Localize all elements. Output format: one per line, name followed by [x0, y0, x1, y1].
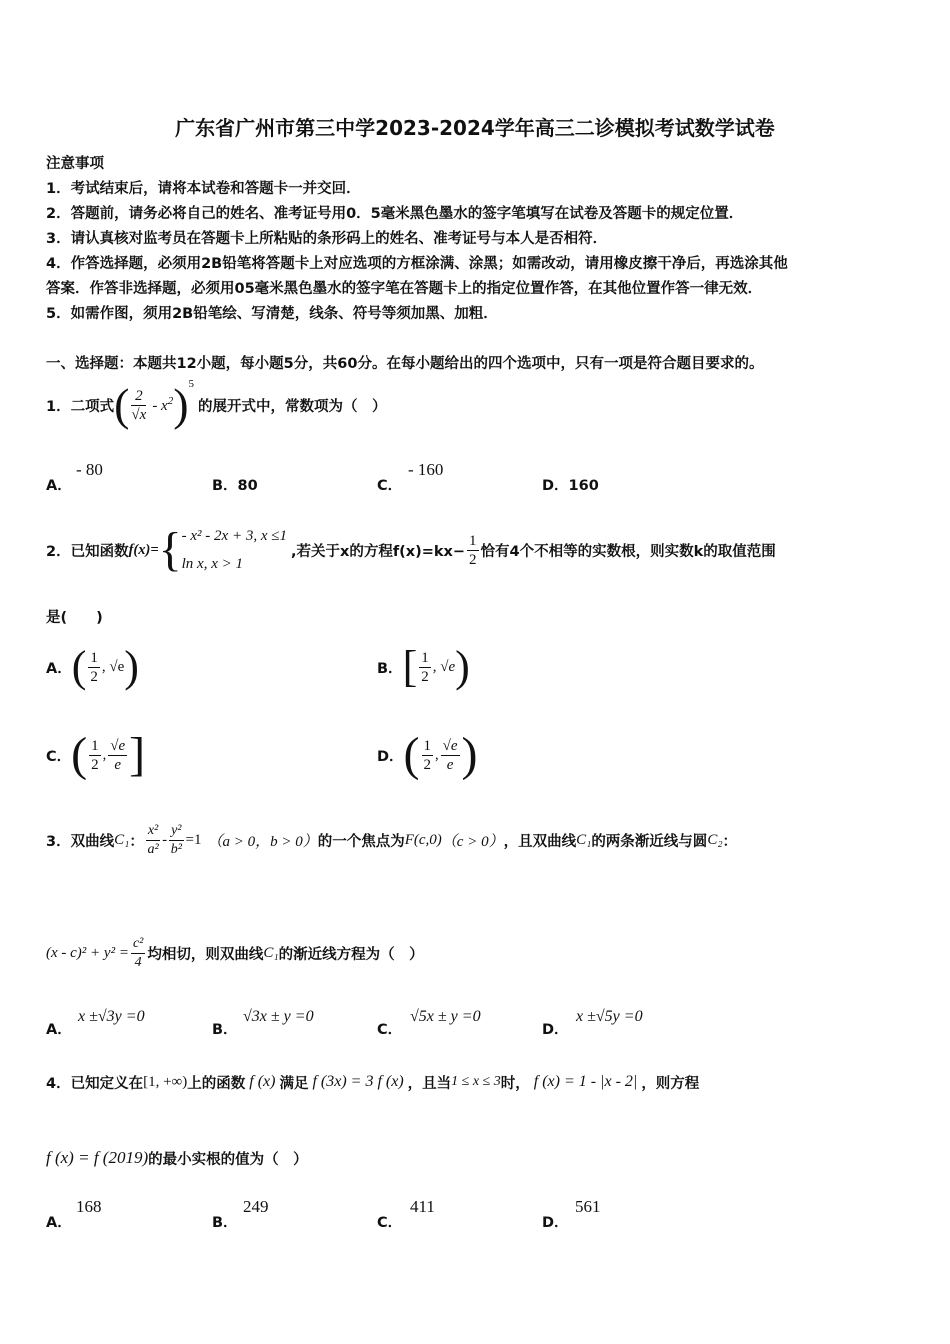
q2-half: $\frac{1}{2}$ [469, 532, 477, 568]
notice-item: 5．如需作图，须用2B铅笔绘、写清楚，线条、符号等须加黑、加粗． [46, 306, 498, 322]
q1-right-paren: ) [173, 379, 189, 430]
q4-option-d[interactable]: D． [542, 1215, 569, 1231]
q3-option-b-value: √3x ± y =0 [243, 1008, 314, 1025]
q1-prefix: 1．二项式 [46, 398, 115, 415]
q3-option-c-value: √5x ± y =0 [410, 1008, 481, 1025]
q3-option-d[interactable]: D． [542, 1022, 569, 1038]
q4-range: 1 ≤ x ≤ 3 [451, 1074, 501, 1089]
q4-fx: f (x) [249, 1073, 276, 1090]
q2-cases: - x² - 2x + 3, x ≤1 ln x, x > 1 [181, 528, 287, 572]
question-3: 3．双曲线 C₁ ： $\frac{\text{x²}}{\text{a²}}$ - $\frac{\text{y²}}{\text{b²}}$ =1 （a > 0，b > 0） 的一个焦点为 F(c,0) （c > 0） ，且双曲线 C₁ 的两条渐近线与圆 C₂ ： [46, 822, 738, 857]
q3-c2: C₂ [707, 831, 723, 848]
question-1 [46, 380, 387, 430]
notice-item: 4．作答选择题，必须用2B铅笔将答题卡上对应选项的方框涂满、涂黑；如需改动，请用橡皮擦干净后，再选涂其他 [46, 256, 788, 272]
q2-mid: ,若关于x的方程f(x)=kx− [290, 543, 466, 560]
q4-domain: [1, +∞) [143, 1073, 188, 1090]
q2-brace: { [158, 523, 182, 576]
q3-cond: （a > 0，b > 0） [207, 833, 318, 850]
q4-option-a-value: 168 [76, 1197, 102, 1216]
q3-circle-frac: $\frac{\text{c²}}{4}$ [132, 935, 144, 970]
q3-circle-eq: (x - c)² + y² = [46, 944, 129, 961]
notice-item: 2．答题前，请务必将自己的姓名、准考证号用0．5毫米黑色墨水的签字笔填写在试卷及答题卡的规定位置． [46, 206, 744, 222]
notice-heading: 注意事项 [46, 156, 104, 172]
q2-fx: f(x)= [128, 541, 159, 558]
q3-line-2: (x - c)² + y² = $\frac{\text{c²}}{4}$ 均相切，则双曲线 C₁ 的渐近线方程为（ ） [46, 935, 424, 970]
q3-focus: F(c,0) [404, 831, 442, 848]
q1-option-a[interactable]: A． [46, 478, 72, 494]
q2-option-d[interactable]: D． ( $\frac{1}{2}$ , $\frac{√e}{e}$ ) [377, 728, 478, 781]
q3-frac-y: $\frac{\text{y²}}{\text{b²}}$ [170, 822, 182, 857]
q1-minus-x: - $x^2$ [152, 395, 174, 414]
q3-option-b[interactable]: B． [212, 1022, 238, 1038]
q3-option-c[interactable]: C． [377, 1022, 403, 1038]
q3-option-a-value: x ±√3y =0 [78, 1008, 145, 1025]
q2-option-a[interactable]: A． ( $\frac{1}{2}$ , √e ) [46, 642, 139, 691]
question-4: 4．已知定义在 [1, +∞) 上的函数 f (x) 满足 f (3x) = 3 f (x) ，且当 1 ≤ x ≤ 3 时， f (x) = 1 - |x - 2| ，则方程 [46, 1073, 700, 1092]
q2-continuation: 是( ) [46, 610, 103, 626]
question-2 [46, 520, 776, 580]
q1-option-b[interactable]: B．80 [212, 478, 258, 494]
notice-item: 1．考试结束后，请将本试卷和答题卡一并交回． [46, 181, 361, 197]
q3-option-a[interactable]: A． [46, 1022, 72, 1038]
notice-item: 答案．作答非选择题，必须用05毫米黑色墨水的签字笔在答题卡上的指定位置作答，在其他位置作答一律无效． [46, 281, 763, 297]
q3-c1: C₁ [114, 831, 130, 848]
q3-option-d-value: x ±√5y =0 [576, 1008, 643, 1025]
q4-option-d-value: 561 [575, 1197, 601, 1216]
q4-option-a[interactable]: A． [46, 1215, 72, 1231]
q1-option-c-value: - 160 [408, 460, 444, 479]
page-title: 广东省广州市第三中学2023-2024学年高三二诊模拟考试数学试卷 [175, 116, 775, 140]
q3-frac-x: $\frac{\text{x²}}{\text{a²}}$ [147, 822, 159, 857]
q1-suffix: 的展开式中，常数项为（ ） [198, 398, 387, 415]
q4-relation: f (3x) = 3 f (x) [312, 1073, 404, 1090]
q4-option-b[interactable]: B． [212, 1215, 238, 1231]
q4-option-c[interactable]: C． [377, 1215, 403, 1231]
q2-suffix: 恰有4个不相等的实数根，则实数k的取值范围 [480, 543, 776, 560]
q4-option-b-value: 249 [243, 1197, 269, 1216]
q1-option-d[interactable]: D．160 [542, 478, 599, 494]
q1-option-c[interactable]: C． [377, 478, 403, 494]
q1-left-paren: ( [114, 379, 130, 430]
q1-exponent: 5 [188, 378, 195, 390]
q2-option-b[interactable]: B． [ $\frac{1}{2}$ , √e ) [377, 642, 470, 691]
q1-fraction: $\frac{2}{√x}$ [131, 387, 147, 423]
q3-prefix: 3．双曲线 [46, 833, 115, 850]
q2-prefix: 2．已知函数 [46, 543, 129, 560]
q4-equation: f (x) = f (2019) [46, 1148, 149, 1167]
q4-option-c-value: 411 [410, 1197, 435, 1216]
section-heading: 一、选择题：本题共12小题，每小题5分，共60分。在每小题给出的四个选项中，只有一项是符合题目要求的。 [46, 356, 764, 372]
notice-item: 3．请认真核对监考员在答题卡上所粘贴的条形码上的姓名、准考证号与本人是否相符． [46, 231, 608, 247]
q4-line-2: f (x) = f (2019) 的最小实根的值为（ ） [46, 1148, 308, 1168]
q4-definition: f (x) = 1 - |x - 2| [533, 1073, 638, 1090]
q2-option-c[interactable]: C． ( $\frac{1}{2}$ , $\frac{√e}{e}$ ] [46, 728, 146, 781]
q1-option-a-value: - 80 [76, 460, 103, 479]
